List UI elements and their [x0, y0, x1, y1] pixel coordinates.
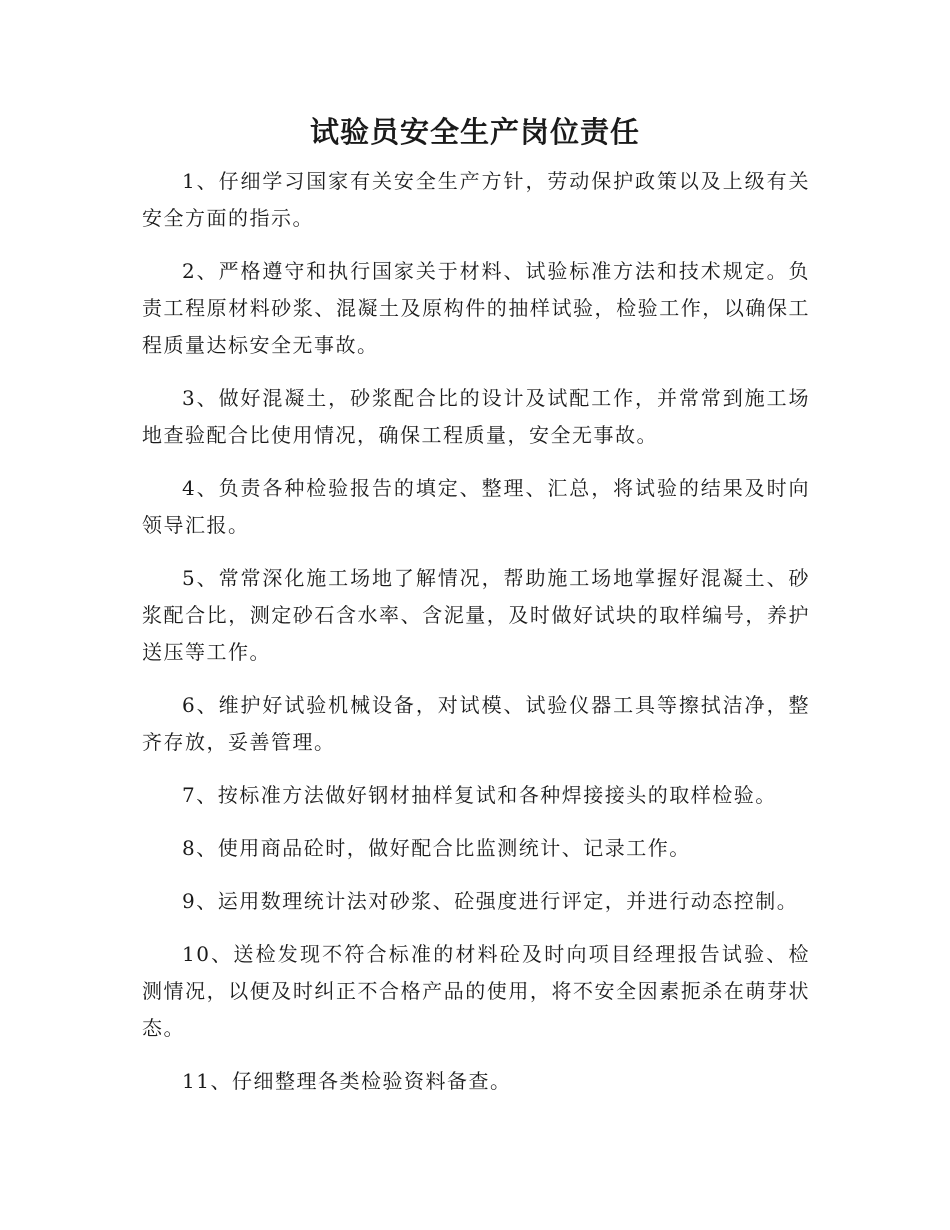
paragraph-11: 11、仔细整理各类检验资料备查。 [182, 1069, 512, 1093]
paragraph-6: 6、维护好试验机械设备，对试模、试验仪器工具等擦拭洁净，整齐存放，妥善管理。 [142, 693, 810, 754]
document-title: 试验员安全生产岗位责任 [309, 115, 640, 149]
paragraph-5: 5、常常深化施工场地了解情况，帮助施工场地掌握好混凝土、砂浆配合比，测定砂石含水率、含泥量，及时做好试块的取样编号，养护送压等工作。 [142, 566, 810, 664]
paragraph-4: 4、负责各种检验报告的填定、整理、汇总，将试验的结果及时向领导汇报。 [142, 476, 810, 537]
paragraph-2: 2、严格遵守和执行国家关于材料、试验标准方法和技术规定。负责工程原材料砂浆、混凝土及原构件的抽样试验，检验工作，以确保工程质量达标安全无事故。 [142, 259, 810, 357]
paragraph-10: 10、送检发现不符合标准的材料砼及时向项目经理报告试验、检测情况，以便及时纠正不合格产品的使用，将不安全因素扼杀在萌芽状态。 [142, 942, 810, 1040]
document-body [142, 163, 810, 1116]
paragraph-8: 8、使用商品砼时，做好配合比监测统计、记录工作。 [182, 836, 691, 860]
paragraph-7: 7、按标准方法做好钢材抽样复试和各种焊接接头的取样检验。 [182, 783, 777, 807]
paragraph-9: 9、运用数理统计法对砂浆、砼强度进行评定，并进行动态控制。 [182, 889, 799, 913]
paragraph-1: 1、仔细学习国家有关安全生产方针，劳动保护政策以及上级有关安全方面的指示。 [142, 169, 810, 230]
paragraph-3: 3、做好混凝土，砂浆配合比的设计及试配工作，并常常到施工场地查验配合比使用情况，确保工程质量，安全无事故。 [142, 386, 810, 447]
